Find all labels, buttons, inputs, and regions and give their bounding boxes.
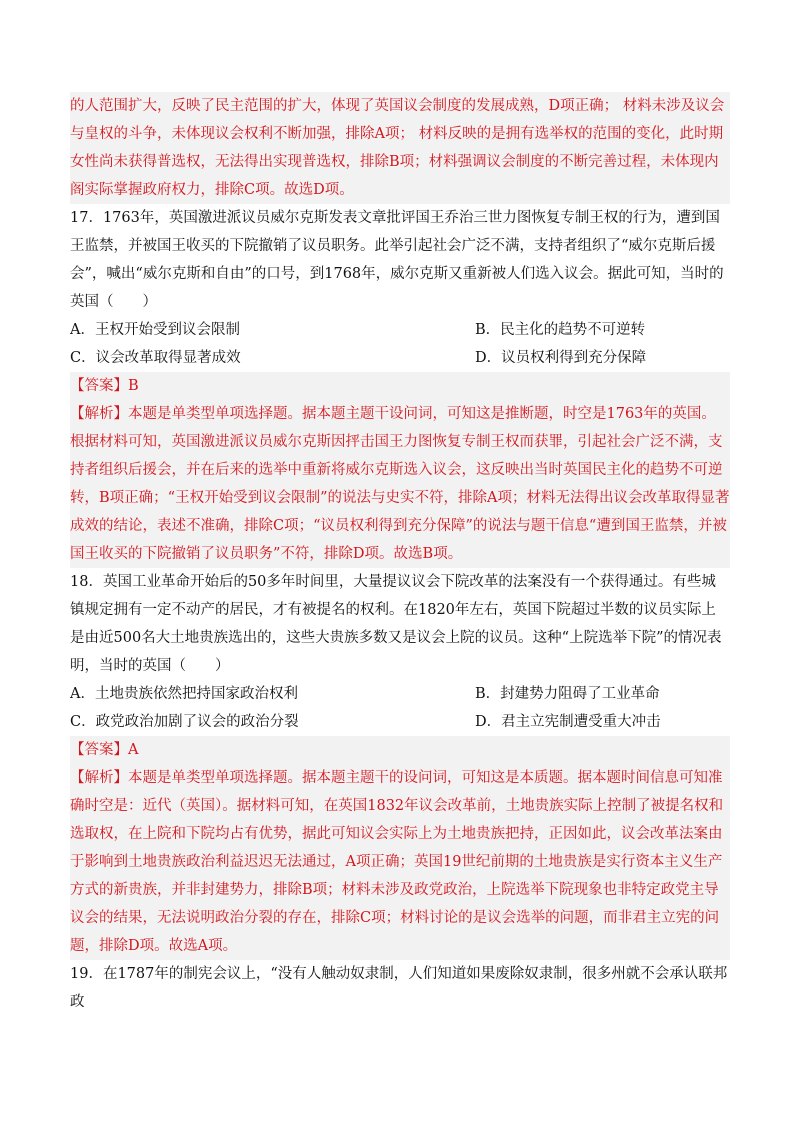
q18-options (70, 680, 730, 736)
q17-option-d[interactable]: D．议员权利得到充分保障 (475, 350, 647, 366)
q17-option-b[interactable]: B．民主化的趋势不可逆转 (475, 322, 646, 338)
q17-answer: 【答案】B (70, 378, 139, 394)
q18-analysis: 【解析】本题是单类型单项选择题。据本题主题干的设问词，可知这是本质题。据本题时间信息可知准确时空是：近代（英国）。据材料可知，在英国1832年议会改革前，土地贵族实际上控制了被提名权和选取权，在上院和下院均占有优势，据此可知议会实际上为土地贵族把持，正因如此，议会改革法案由于影响到土地贵族政治利益迟迟无法通过，A项正确；英国19世纪前期的土地贵族是实行资本主义生产方式的新贵族，并非封建势力，排除B项；材料未涉及政党政治，上院选举下院现象也非特定政党主导议会的结果，无法说明政治分裂的存在，排除C项；材料讨论的是议会选举的问题，而非君主立宪的问题，排除D项。故选A项。 (70, 770, 724, 954)
q17-answer-box (70, 372, 730, 568)
q17-options (70, 316, 730, 372)
q17-option-a[interactable]: A．王权开始受到议会限制 (70, 322, 240, 338)
q17-stem: 17．1763年，英国激进派议员威尔克斯发表文章批评国王乔治三世力图恢复专制王权的行为，遭到国王监禁，并被国王收买的下院撤销了议员职务。此举引起社会广泛不满，支持者组织了“威尔克斯后援会”，喊出“威尔克斯和自由”的口号，到1768年，威尔克斯又重新被人们选入议会。据此可知，当时的英国（ ） (70, 210, 724, 310)
q17-option-c[interactable]: C．议会改革取得显著成效 (70, 350, 241, 366)
document-page (70, 92, 730, 1016)
q19-stem: 19．在1787年的制宪会议上，“没有人触动奴隶制，人们知道如果废除奴隶制，很多州就不会承认联邦政 (70, 966, 728, 1010)
q18-option-a[interactable]: A．土地贵族依然把持国家政治权利 (70, 686, 298, 702)
q18-option-b[interactable]: B．封建势力阻碍了工业革命 (475, 686, 660, 702)
q18-answer: 【答案】A (70, 742, 139, 758)
q17-analysis: 【解析】本题是单类型单项选择题。据本题主题干设问词，可知这是推断题，时空是1763年的英国。根据材料可知，英国激进派议员威尔克斯因抨击国王力图恢复专制王权而获罪，引起社会广泛不满，支持者组织后援会，并在后来的选举中重新将威尔克斯选入议会，这反映出当时英国民主化的趋势不可逆转，B项正确；“王权开始受到议会限制”的说法与史实不符，排除A项；材料无法得出议会改革取得显著成效的结论，表述不准确，排除C项；“议员权利得到充分保障”的说法与题干信息“遭到国王监禁，并被国王收买的下院撤销了议员职务”不符，排除D项。故选B项。 (70, 406, 730, 562)
q16-analysis-tail: 的人范围扩大，反映了民主范围的扩大，体现了英国议会制度的发展成熟，D项正确； 材料未涉及议会与皇权的斗争，未体现议会权利不断加强，排除A项； 材料反映的是拥有选举权的范围的变化，此时期女性尚未获得普选权，无法得出实现普选权，排除B项；材料强调议会制度的不断完善过程，未体现内阁实际掌握政府权力，排除C项。故选D项。 (70, 92, 730, 204)
q18-option-d[interactable]: D．君主立宪制遭受重大冲击 (475, 714, 661, 730)
q18-answer-box (70, 736, 730, 960)
q18-option-c[interactable]: C．政党政治加剧了议会的政治分裂 (70, 714, 299, 730)
q18-stem: 18．英国工业革命开始后的50多年时间里，大量提议议会下院改革的法案没有一个获得通过。有些城镇规定拥有一定不动产的居民，才有被提名的权利。在1820年左右，英国下院超过半数的议员实际上是由近500名大土地贵族选出的，这些大贵族多数又是议会上院的议员。这种“上院选举下院”的情况表明，当时的英国（ ） (70, 574, 722, 674)
